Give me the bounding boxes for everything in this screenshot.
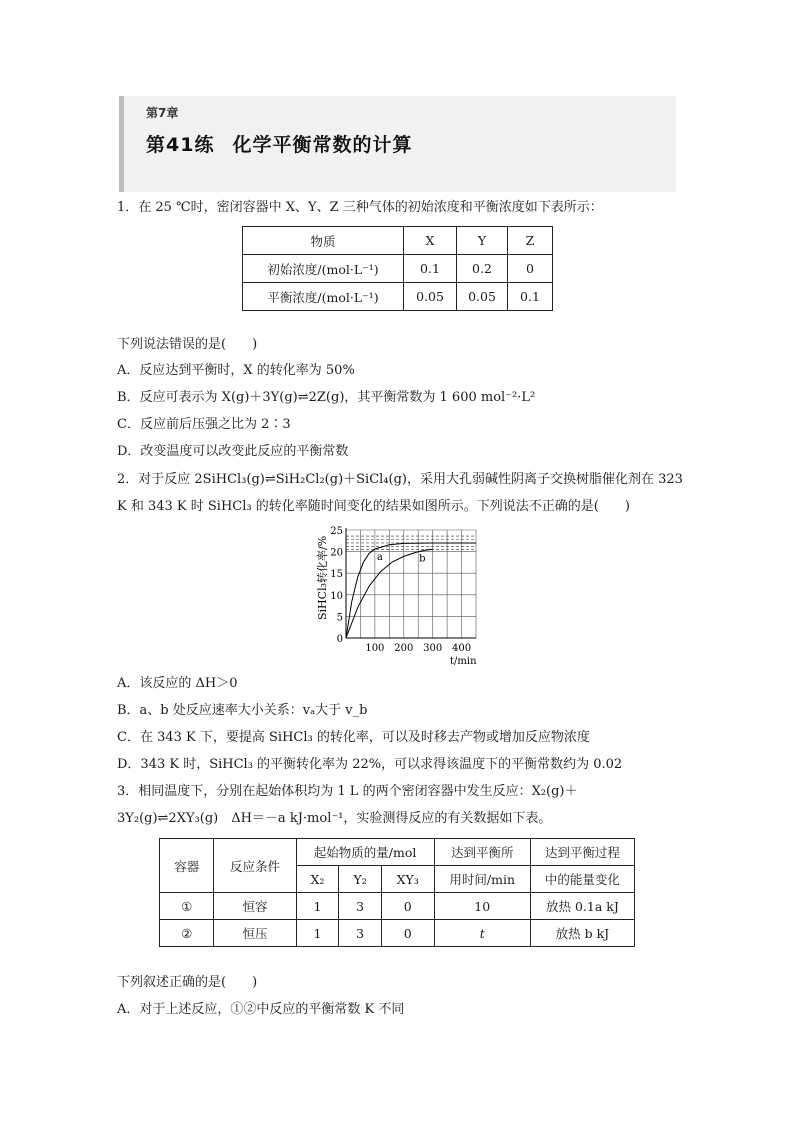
chart-ticks [330, 526, 471, 654]
q3-table [159, 838, 635, 947]
q3-option-a: A．对于上述反应，①②中反应的平衡常数 K 不同 [117, 1002, 405, 1017]
table-cell: 10 [434, 893, 530, 920]
y-tick-label: 0 [336, 634, 343, 645]
table-cell: 0 [381, 920, 434, 947]
table-header-cell: Y₂ [339, 866, 382, 893]
table-header-cell: 中的能量变化 [530, 866, 634, 893]
conversion-chart [312, 522, 482, 670]
table-row [160, 920, 635, 947]
table-cell: ② [160, 920, 214, 947]
q3-stem-line2: 3Y₂(g)⇌2XY₃(g) ΔH＝－a kJ·mol⁻¹，实验测得反应的有关数据如下表。 [117, 811, 552, 826]
q2-option-b: B．a、b 处反应速率大小关系：vₐ大于 v_b [117, 703, 368, 718]
q1-option-c: C．反应前后压强之比为 2∶3 [117, 417, 291, 432]
x-tick-label: 200 [394, 643, 414, 654]
table-cell: 0.2 [457, 255, 508, 283]
q2-option-d: D．343 K 时，SiHCl₃ 的平衡转化率为 22%，可以求得该温度下的平衡常数约为 0.02 [117, 757, 623, 772]
table-cell: 恒压 [214, 920, 296, 947]
table-cell: 0.1 [404, 255, 457, 283]
table-header-cell: Y [457, 227, 508, 255]
chart-x-label: t/min [450, 656, 477, 667]
table-cell: 平衡浓度/(mol·L⁻¹) [243, 283, 404, 311]
series-curve-a [346, 543, 476, 638]
table-cell: 0.05 [404, 283, 457, 311]
table-cell: ① [160, 893, 214, 920]
table-header-cell: X₂ [296, 866, 339, 893]
table-header-cell: X [404, 227, 457, 255]
x-tick-label: 300 [423, 643, 443, 654]
page-title [146, 130, 412, 157]
q2-option-a: A．该反应的 ΔH＞0 [117, 676, 238, 691]
y-tick-label: 25 [330, 526, 343, 537]
table-row [243, 227, 553, 255]
table-header-cell: 容器 [160, 839, 214, 893]
table-row [243, 255, 553, 283]
table-header-cell: Z [508, 227, 553, 255]
table-cell: 1 [296, 920, 339, 947]
table-cell: t [434, 920, 530, 947]
table-cell: 0.05 [457, 283, 508, 311]
lesson-number: 第41练 [146, 134, 215, 156]
q2-option-c: C．在 343 K 下，要提高 SiHCl₃ 的转化率，可以及时移去产物或增加反应物浓度 [117, 730, 590, 745]
table-header-cell: 起始物质的量/mol [296, 839, 434, 866]
table-cell: 0 [508, 255, 553, 283]
table-header-cell: 反应条件 [214, 839, 296, 893]
chart-series [346, 543, 476, 638]
table-cell: 0 [381, 893, 434, 920]
table-header-cell: 达到平衡过程 [530, 839, 634, 866]
series-label-a: a [376, 552, 383, 564]
x-tick-label: 100 [365, 643, 385, 654]
table-cell: 3 [339, 893, 382, 920]
table-cell: 3 [339, 920, 382, 947]
q1-stem: 1．在 25 ℃时，密闭容器中 X、Y、Z 三种气体的初始浓度和平衡浓度如下表所示： [117, 200, 603, 215]
y-tick-label: 20 [330, 547, 343, 559]
table-cell: 放热 b kJ [530, 920, 634, 947]
q1-option-b: B．反应可表示为 X(g)＋3Y(g)⇌2Z(g)，其平衡常数为 1 600 mol⁻²·L² [117, 390, 536, 405]
q1-prompt: 下列说法错误的是( ) [117, 337, 258, 352]
table-cell: 0.1 [508, 283, 553, 311]
chart-y-label: SiHCl₃转化率/% [316, 535, 329, 620]
table-cell: 放热 0.1a kJ [530, 893, 634, 920]
table-header-cell: XY₃ [381, 866, 434, 893]
lesson-title: 化学平衡常数的计算 [232, 134, 413, 156]
q2-stem-line2: K 和 343 K 时 SiHCl₃ 的转化率随时间变化的结果如图所示。下列说法不正确的是( ) [117, 499, 630, 514]
y-tick-label: 15 [330, 569, 343, 581]
table-cell: 1 [296, 893, 339, 920]
table-row [243, 283, 553, 311]
chapter-label: 第7章 [146, 106, 179, 120]
y-tick-label: 5 [336, 612, 343, 624]
x-tick-label: 400 [452, 643, 472, 654]
table-cell: 初始浓度/(mol·L⁻¹) [243, 255, 404, 283]
q1-option-d: D．改变温度可以改变此反应的平衡常数 [117, 444, 349, 459]
table-row [160, 839, 635, 866]
series-label-b: b [419, 553, 426, 565]
q2-stem-line1: 2．对于反应 2SiHCl₃(g)⇌SiH₂Cl₂(g)＋SiCl₄(g)，采用大孔弱碱性阴离子交换树脂催化剂在 323 [117, 472, 683, 487]
table-header-cell: 达到平衡所 [434, 839, 530, 866]
q1-table [242, 226, 553, 311]
table-header-cell: 用时间/min [434, 866, 530, 893]
chart-axes [346, 528, 476, 638]
q3-stem-line1: 3．相同温度下，分别在起始体积均为 1 L 的两个密闭容器中发生反应：X₂(g)＋ [117, 784, 578, 799]
table-header-cell: 物质 [243, 227, 404, 255]
q1-option-a: A．反应达到平衡时，X 的转化率为 50% [117, 363, 355, 378]
table-row [160, 893, 635, 920]
y-tick-label: 10 [330, 590, 343, 602]
q3-prompt: 下列叙述正确的是( ) [117, 975, 258, 990]
table-cell: 恒容 [214, 893, 296, 920]
